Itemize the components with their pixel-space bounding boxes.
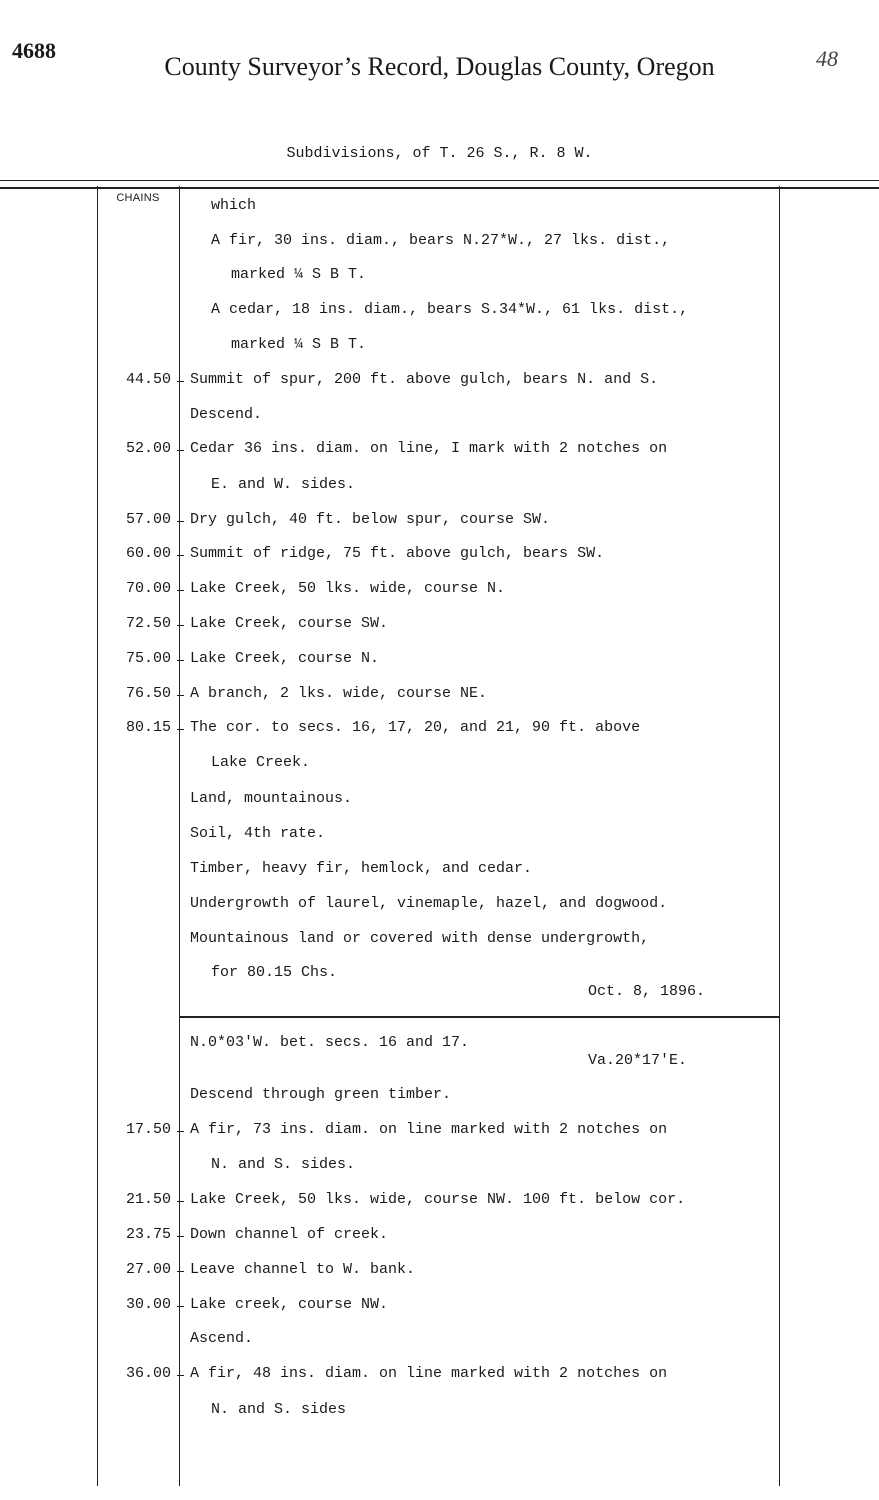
note-line: Dry gulch, 40 ft. below spur, course SW. xyxy=(190,511,551,528)
top-double-rule xyxy=(0,180,879,189)
right-border-line xyxy=(779,186,780,1486)
chain-value: 21.50 xyxy=(125,1191,171,1208)
tick-mark xyxy=(177,381,184,382)
chains-column-header: CHAINS xyxy=(116,192,160,204)
chain-value: 80.15 xyxy=(125,719,171,736)
note-line: Lake Creek, course SW. xyxy=(190,615,389,632)
note-line: Lake creek, course NW. xyxy=(190,1296,389,1313)
note-line: Ascend. xyxy=(190,1330,254,1347)
tick-mark xyxy=(177,729,184,730)
note-line: Soil, 4th rate. xyxy=(190,825,326,842)
chain-value: 27.00 xyxy=(125,1261,171,1278)
note-line: A fir, 30 ins. diam., bears N.27*W., 27 lks. dist., xyxy=(211,232,671,249)
page-title: County Surveyor’s Record, Douglas County, Oregon xyxy=(164,52,715,81)
tick-mark xyxy=(177,1375,184,1376)
note-line: N. and S. sides xyxy=(211,1401,347,1418)
tick-mark xyxy=(177,695,184,696)
chain-value: 75.00 xyxy=(125,650,171,667)
left-border-line xyxy=(97,186,98,1486)
chain-value: 23.75 xyxy=(125,1226,171,1243)
note-line: marked ¼ S B T. xyxy=(231,266,367,283)
note-line: E. and W. sides. xyxy=(211,476,356,493)
note-line: A fir, 73 ins. diam. on line marked with 2 notches on xyxy=(190,1121,668,1138)
tick-mark xyxy=(177,625,184,626)
tick-mark xyxy=(177,1236,184,1237)
note-line: The cor. to secs. 16, 17, 20, and 21, 90 ft. above xyxy=(190,719,641,736)
page-number: 4688 xyxy=(12,38,56,63)
chain-value: 52.00 xyxy=(125,440,171,457)
handwritten-page-mark: 48 xyxy=(816,46,838,71)
subheading: Subdivisions, of T. 26 S., R. 8 W. xyxy=(286,145,593,162)
note-line: Cedar 36 ins. diam. on line, I mark with 2 notches on xyxy=(190,440,668,457)
note-line: N. and S. sides. xyxy=(211,1156,356,1173)
note-line: Lake Creek, course N. xyxy=(190,650,380,667)
note-line: Leave channel to W. bank. xyxy=(190,1261,416,1278)
note-line: A branch, 2 lks. wide, course NE. xyxy=(190,685,488,702)
chain-value: 72.50 xyxy=(125,615,171,632)
chain-value: 57.00 xyxy=(125,511,171,528)
note-line: which xyxy=(211,197,257,214)
note-line: Down channel of creek. xyxy=(190,1226,389,1243)
tick-mark xyxy=(177,555,184,556)
tick-mark xyxy=(177,450,184,451)
chain-value: 70.00 xyxy=(125,580,171,597)
chain-value: 30.00 xyxy=(125,1296,171,1313)
tick-mark xyxy=(177,590,184,591)
note-line: Summit of ridge, 75 ft. above gulch, bears SW. xyxy=(190,545,605,562)
note-line: for 80.15 Chs. xyxy=(211,964,338,981)
note-line: Mountainous land or covered with dense undergrowth, xyxy=(190,930,650,947)
tick-mark xyxy=(177,660,184,661)
magnetic-variation: Va.20*17'E. xyxy=(588,1052,688,1069)
tick-mark xyxy=(177,1306,184,1307)
chain-value: 36.00 xyxy=(125,1365,171,1382)
note-line: A cedar, 18 ins. diam., bears S.34*W., 61 lks. dist., xyxy=(211,301,689,318)
chain-value: 17.50 xyxy=(125,1121,171,1138)
note-line: Lake Creek. xyxy=(211,754,311,771)
tick-mark xyxy=(177,1131,184,1132)
note-line: Lake Creek, 50 lks. wide, course N. xyxy=(190,580,506,597)
chain-value: 44.50 xyxy=(125,371,171,388)
chain-value: 76.50 xyxy=(125,685,171,702)
note-line: Lake Creek, 50 lks. wide, course NW. 100 ft. below cor. xyxy=(190,1191,686,1208)
note-line: Summit of spur, 200 ft. above gulch, bears N. and S. xyxy=(190,371,659,388)
survey-date: Oct. 8, 1896. xyxy=(588,983,706,1000)
note-line: marked ¼ S B T. xyxy=(231,336,367,353)
note-line: Timber, heavy fir, hemlock, and cedar. xyxy=(190,860,533,877)
section-heading: N.0*03'W. bet. secs. 16 and 17. xyxy=(190,1034,470,1051)
tick-mark xyxy=(177,521,184,522)
tick-mark xyxy=(177,1201,184,1202)
note-line: Descend. xyxy=(190,406,263,423)
section-divider xyxy=(179,1016,779,1018)
chain-value: 60.00 xyxy=(125,545,171,562)
tick-mark xyxy=(177,1271,184,1272)
note-line: Undergrowth of laurel, vinemaple, hazel, and dogwood. xyxy=(190,895,668,912)
note-line: A fir, 48 ins. diam. on line marked with 2 notches on xyxy=(190,1365,668,1382)
note-line: Descend through green timber. xyxy=(190,1086,452,1103)
note-line: Land, mountainous. xyxy=(190,790,353,807)
